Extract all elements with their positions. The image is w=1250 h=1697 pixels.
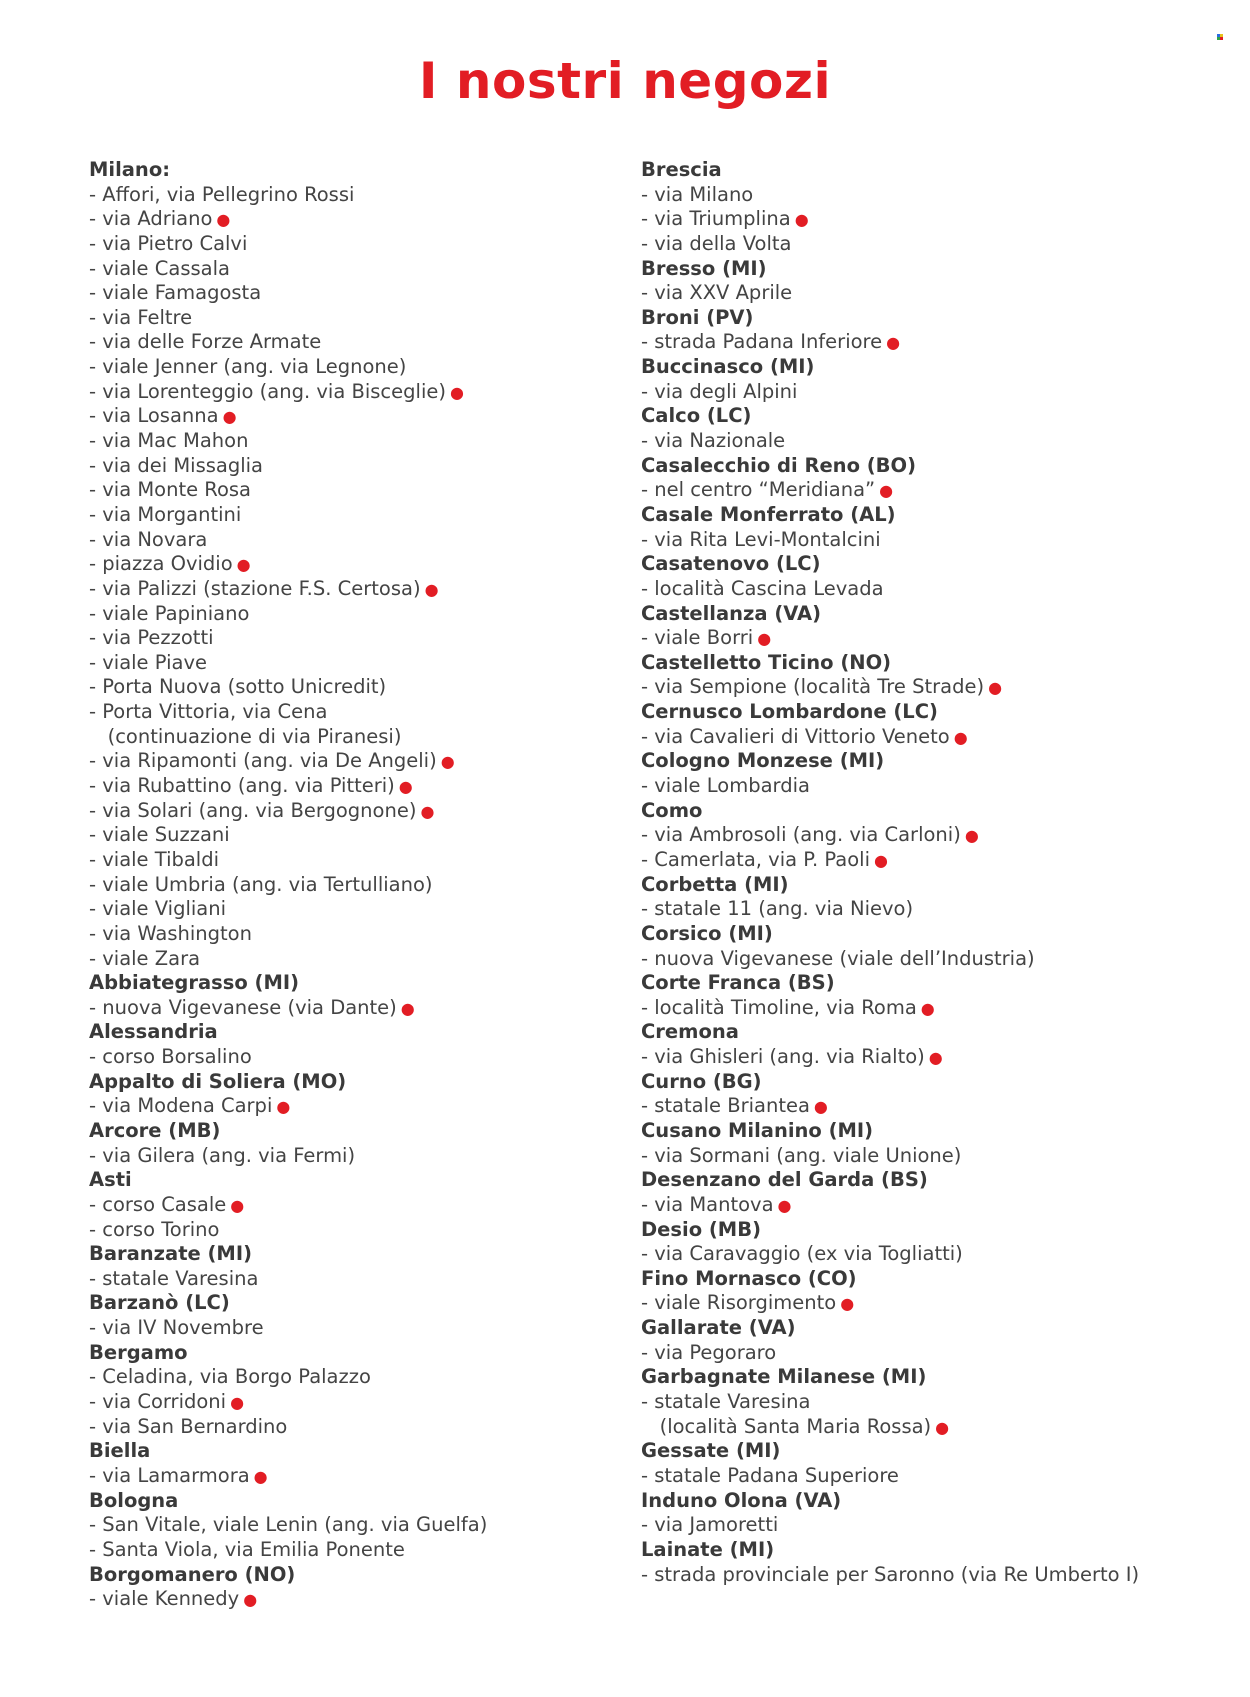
- store-address-text: - via Palizzi (stazione F.S. Certosa): [89, 576, 421, 600]
- red-dot-icon: ●: [400, 998, 415, 1018]
- red-dot-icon: ●: [953, 727, 968, 747]
- city-heading: [641, 158, 1241, 183]
- store-address-text: - Porta Vittoria, via Cena: [89, 700, 328, 724]
- store-address-text: (continuazione di via Piranesi): [89, 724, 402, 748]
- store-address-text: - statale Briantea: [641, 1094, 810, 1118]
- store-address-text: - viale Risorgimento: [641, 1291, 837, 1315]
- red-dot-icon: ●: [243, 1590, 258, 1610]
- store-address-text: - via Ambrosoli (ang. via Carloni): [641, 823, 961, 847]
- city-heading: [641, 1365, 1241, 1390]
- store-address: [89, 1365, 629, 1390]
- store-address-text: - Celadina, via Borgo Palazzo: [89, 1365, 371, 1389]
- store-address-text: - via Novara: [89, 527, 208, 551]
- store-address-text: - via Feltre: [89, 305, 193, 329]
- city-heading: [641, 1316, 1241, 1341]
- city-heading: [641, 503, 1241, 528]
- red-dot-icon: ●: [813, 1097, 828, 1117]
- store-list-left-column: [89, 158, 629, 1612]
- city-name: Casatenovo (LC): [641, 552, 821, 576]
- city-name: Cusano Milanino (MI): [641, 1118, 874, 1142]
- store-address: [89, 207, 629, 232]
- store-address-text: - nuova Vigevanese (viale dell’Industria): [641, 946, 1035, 970]
- city-heading: [641, 1267, 1241, 1292]
- store-address: [641, 281, 1241, 306]
- store-address: [641, 478, 1241, 503]
- store-address: [641, 996, 1241, 1021]
- store-address: [641, 380, 1241, 405]
- store-address: [89, 552, 629, 577]
- store-list-right-column: [641, 158, 1241, 1587]
- city-heading: [89, 1489, 629, 1514]
- store-address: [89, 380, 629, 405]
- store-address: [641, 1291, 1241, 1316]
- store-address: [89, 232, 629, 257]
- store-address: [89, 306, 629, 331]
- red-dot-icon: ●: [398, 777, 413, 797]
- store-address-text: - piazza Ovidio: [89, 552, 233, 576]
- store-address-text: - Santa Viola, via Emilia Ponente: [89, 1537, 405, 1561]
- store-address-text: - via Sempione (località Tre Strade): [641, 675, 985, 699]
- store-address: [641, 429, 1241, 454]
- red-dot-icon: ●: [928, 1048, 943, 1068]
- store-address: [89, 1094, 629, 1119]
- store-address-text: - via Rita Levi-Montalcini: [641, 527, 881, 551]
- store-address: [641, 823, 1241, 848]
- city-name: Corsico (MI): [641, 921, 773, 945]
- store-address-text: - nuova Vigevanese (via Dante): [89, 995, 397, 1019]
- store-address-text: - viale Vigliani: [89, 897, 227, 921]
- store-address: [89, 1316, 629, 1341]
- store-address: [641, 848, 1241, 873]
- store-address-text: - via degli Alpini: [641, 379, 798, 403]
- store-address: [89, 183, 629, 208]
- city-heading: [641, 873, 1241, 898]
- city-name: Bresso (MI): [641, 256, 767, 280]
- city-name: Appalto di Soliera (MO): [89, 1069, 347, 1093]
- store-address: [89, 897, 629, 922]
- city-name: Milano:: [89, 158, 171, 181]
- store-address-text: - via Milano: [641, 182, 754, 206]
- city-name: Casalecchio di Reno (BO): [641, 453, 917, 477]
- city-name: Brescia: [641, 158, 722, 181]
- store-address: [89, 528, 629, 553]
- city-name: Casale Monferrato (AL): [641, 502, 896, 526]
- city-name: Broni (PV): [641, 305, 754, 329]
- red-dot-icon: ●: [424, 579, 439, 599]
- city-name: Curno (BG): [641, 1069, 762, 1093]
- city-name: Induno Olona (VA): [641, 1488, 842, 1512]
- store-address: [89, 675, 629, 700]
- city-name: Corte Franca (BS): [641, 971, 835, 995]
- store-address: [89, 257, 629, 282]
- store-address-text: - viale Cassala: [89, 256, 230, 280]
- store-address-text: - via Pietro Calvi: [89, 231, 248, 255]
- store-address-text: - viale Piave: [89, 650, 207, 674]
- city-heading: [89, 158, 629, 183]
- store-address: [641, 1563, 1241, 1588]
- store-address-text: - via Mac Mahon: [89, 429, 249, 453]
- red-dot-icon: ●: [794, 210, 809, 230]
- store-address-text: - corso Borsalino: [89, 1045, 252, 1069]
- store-address: [641, 675, 1241, 700]
- city-heading: [89, 971, 629, 996]
- store-address-text: - via Adriano: [89, 207, 213, 231]
- store-address: [641, 207, 1241, 232]
- store-address-text: - via Ripamonti (ang. via De Angeli): [89, 749, 437, 773]
- city-name: Desio (MB): [641, 1217, 761, 1241]
- store-address-text: - via Losanna: [89, 404, 219, 428]
- store-address-text: - Camerlata, via P. Paoli: [641, 847, 870, 871]
- store-address: [89, 749, 629, 774]
- red-dot-icon: ●: [230, 1393, 245, 1413]
- city-name: Castelletto Ticino (NO): [641, 650, 892, 674]
- store-address-text: - via Morgantini: [89, 502, 242, 526]
- red-dot-icon: ●: [253, 1466, 268, 1486]
- store-address-text: - via Solari (ang. via Bergognone): [89, 798, 417, 822]
- city-heading: [641, 1119, 1241, 1144]
- city-heading: [641, 1489, 1241, 1514]
- store-address: [641, 897, 1241, 922]
- store-address-text: - via Modena Carpi: [89, 1094, 273, 1118]
- city-heading: [641, 404, 1241, 429]
- city-name: Barzanò (LC): [89, 1291, 230, 1315]
- city-name: Cologno Monzese (MI): [641, 749, 885, 773]
- city-name: Gallarate (VA): [641, 1316, 796, 1340]
- store-address: [89, 577, 629, 602]
- store-address: [641, 183, 1241, 208]
- city-name: Bergamo: [89, 1340, 188, 1364]
- city-heading: [89, 1439, 629, 1464]
- store-address-text: - via Jamoretti: [641, 1513, 779, 1537]
- city-name: Cremona: [641, 1020, 739, 1044]
- store-address-text: - viale Tibaldi: [89, 847, 220, 871]
- city-name: Asti: [89, 1168, 132, 1192]
- store-address-text: - via Lorenteggio (ang. via Bisceglie): [89, 379, 446, 403]
- city-heading: [641, 1538, 1241, 1563]
- red-dot-icon: ●: [276, 1097, 291, 1117]
- city-name: Biella: [89, 1439, 151, 1463]
- city-name: Corbetta (MI): [641, 872, 789, 896]
- city-heading: [641, 1070, 1241, 1095]
- city-name: Bologna: [89, 1488, 179, 1512]
- store-address-text: - viale Zara: [89, 946, 201, 970]
- store-address: [89, 1415, 629, 1440]
- city-heading: [641, 1168, 1241, 1193]
- store-address-text: - via Rubattino (ang. via Pitteri): [89, 774, 395, 798]
- city-name: Fino Mornasco (CO): [641, 1266, 857, 1290]
- city-heading: [89, 1242, 629, 1267]
- store-address: [641, 1390, 1241, 1415]
- city-name: Alessandria: [89, 1020, 218, 1044]
- store-address: [641, 232, 1241, 257]
- store-address: [89, 873, 629, 898]
- store-address-text: - località Timoline, via Roma: [641, 995, 917, 1019]
- store-address: [641, 1341, 1241, 1366]
- city-heading: [641, 552, 1241, 577]
- city-heading: [89, 1563, 629, 1588]
- red-dot-icon: ●: [840, 1294, 855, 1314]
- store-address-text: - via Monte Rosa: [89, 478, 252, 502]
- store-address: [89, 503, 629, 528]
- city-name: Buccinasco (MI): [641, 355, 815, 379]
- store-address: [89, 1045, 629, 1070]
- store-address: [641, 1242, 1241, 1267]
- store-address: [89, 1218, 629, 1243]
- store-address: [89, 1538, 629, 1563]
- store-address-text: - statale Varesina: [89, 1266, 259, 1290]
- city-heading: [641, 257, 1241, 282]
- store-address-text: - nel centro “Meridiana”: [641, 478, 876, 502]
- red-dot-icon: ●: [216, 210, 231, 230]
- store-address: [89, 429, 629, 454]
- store-address: [89, 454, 629, 479]
- store-address-text: - viale Suzzani: [89, 823, 230, 847]
- store-address-text: - strada provinciale per Saronno (via Re Umberto I): [641, 1562, 1140, 1586]
- city-name: Cernusco Lombardone (LC): [641, 700, 938, 724]
- store-address-text: - viale Umbria (ang. via Tertulliano): [89, 872, 433, 896]
- city-name: Como: [641, 798, 703, 822]
- red-dot-icon: ●: [757, 629, 772, 649]
- red-dot-icon: ●: [874, 850, 888, 870]
- store-address-text: - via Caravaggio (ex via Togliatti): [641, 1242, 963, 1266]
- city-heading: [89, 1070, 629, 1095]
- store-address: [89, 1390, 629, 1415]
- store-address-text: - corso Torino: [89, 1217, 220, 1241]
- city-heading: [641, 1218, 1241, 1243]
- store-address-text: - via Pezzotti: [89, 626, 214, 650]
- store-address: [641, 1415, 1241, 1440]
- city-heading: [641, 1020, 1241, 1045]
- store-address-text: - via Mantova: [641, 1192, 774, 1216]
- store-address: [89, 996, 629, 1021]
- store-address: [89, 355, 629, 380]
- store-address-text: - San Vitale, viale Lenin (ang. via Guelfa): [89, 1513, 488, 1537]
- city-heading: [641, 799, 1241, 824]
- store-address-text: - statale 11 (ang. via Nievo): [641, 897, 914, 921]
- city-heading: [641, 1439, 1241, 1464]
- city-name: Abbiategrasso (MI): [89, 971, 300, 995]
- red-dot-icon: ●: [222, 407, 237, 427]
- store-address-text: - via Washington: [89, 921, 252, 945]
- store-address-text: - via Triumplina: [641, 207, 791, 231]
- store-address-text: - viale Papiniano: [89, 601, 250, 625]
- store-address-text: - viale Borri: [641, 626, 754, 650]
- store-address-text: - viale Famagosta: [89, 281, 262, 305]
- city-name: Castellanza (VA): [641, 601, 822, 625]
- store-address: [641, 1464, 1241, 1489]
- store-address-text: - viale Lombardia: [641, 774, 810, 798]
- page-title: I nostri negozi: [418, 52, 832, 110]
- store-address: [89, 602, 629, 627]
- city-name: Garbagnate Milanese (MI): [641, 1365, 927, 1389]
- store-address: [89, 799, 629, 824]
- store-address: [89, 330, 629, 355]
- store-address: [641, 1094, 1241, 1119]
- red-dot-icon: ●: [777, 1195, 792, 1215]
- city-heading: [89, 1291, 629, 1316]
- city-heading: [641, 602, 1241, 627]
- city-heading: [641, 971, 1241, 996]
- store-address-text: - corso Casale: [89, 1192, 227, 1216]
- store-address: [89, 725, 629, 750]
- store-address: [89, 1464, 629, 1489]
- store-address: [89, 700, 629, 725]
- store-address: [89, 823, 629, 848]
- store-address-text: - via XXV Aprile: [641, 281, 793, 305]
- store-address-text: - via IV Novembre: [89, 1316, 264, 1340]
- store-address: [89, 651, 629, 676]
- store-address: [641, 528, 1241, 553]
- red-dot-icon: ●: [230, 1195, 245, 1215]
- store-address: [89, 947, 629, 972]
- red-dot-icon: ●: [886, 333, 901, 353]
- store-address: [641, 330, 1241, 355]
- city-heading: [641, 700, 1241, 725]
- store-address: [89, 404, 629, 429]
- red-dot-icon: ●: [988, 678, 1003, 698]
- store-address: [89, 848, 629, 873]
- store-address-text: - via Nazionale: [641, 429, 786, 453]
- store-address-text: - via dei Missaglia: [89, 453, 264, 477]
- city-heading: [641, 454, 1241, 479]
- store-address: [641, 1045, 1241, 1070]
- store-address-text: - via Cavalieri di Vittorio Veneto: [641, 724, 950, 748]
- store-address-text: - strada Padana Inferiore: [641, 330, 883, 354]
- store-address-text: - via Lamarmora: [89, 1463, 250, 1487]
- store-address: [89, 626, 629, 651]
- store-address: [89, 1144, 629, 1169]
- city-heading: [641, 355, 1241, 380]
- store-address-text: - via Gilera (ang. via Fermi): [89, 1143, 356, 1167]
- city-heading: [641, 922, 1241, 947]
- city-name: Lainate (MI): [641, 1537, 775, 1561]
- city-heading: [641, 306, 1241, 331]
- red-dot-icon: ●: [440, 752, 455, 772]
- red-dot-icon: ●: [449, 382, 464, 402]
- store-address: [641, 1193, 1241, 1218]
- store-address: [641, 1144, 1241, 1169]
- city-heading: [89, 1168, 629, 1193]
- red-dot-icon: ●: [236, 555, 251, 575]
- store-address: [641, 725, 1241, 750]
- store-address-text: - via Pegoraro: [641, 1340, 777, 1364]
- city-heading: [641, 651, 1241, 676]
- store-address: [641, 947, 1241, 972]
- city-heading: [89, 1119, 629, 1144]
- store-address: [641, 1513, 1241, 1538]
- store-address: [89, 1267, 629, 1292]
- city-name: Desenzano del Garda (BS): [641, 1168, 928, 1192]
- city-heading: [641, 749, 1241, 774]
- city-name: Borgomanero (NO): [89, 1562, 296, 1586]
- store-address-text: (località Santa Maria Rossa): [641, 1414, 932, 1438]
- red-dot-icon: ●: [420, 801, 435, 821]
- store-address-text: - via San Bernardino: [89, 1414, 288, 1438]
- store-address-text: - località Cascina Levada: [641, 576, 884, 600]
- store-address: [89, 774, 629, 799]
- store-address-text: - Porta Nuova (sotto Unicredit): [89, 675, 387, 699]
- store-address: [89, 1587, 629, 1612]
- store-address: [641, 626, 1241, 651]
- red-dot-icon: ●: [879, 481, 894, 501]
- store-address-text: - via Corridoni: [89, 1390, 227, 1414]
- store-address-text: - via della Volta: [641, 231, 792, 255]
- store-address-text: - via Sormani (ang. viale Unione): [641, 1143, 962, 1167]
- store-address-text: - statale Padana Superiore: [641, 1463, 899, 1487]
- city-heading: [89, 1020, 629, 1045]
- city-name: Baranzate (MI): [89, 1242, 253, 1266]
- store-address: [641, 577, 1241, 602]
- store-address-text: - viale Kennedy: [89, 1587, 240, 1611]
- store-address: [89, 281, 629, 306]
- city-name: Calco (LC): [641, 404, 752, 428]
- red-dot-icon: ●: [920, 998, 935, 1018]
- store-address-text: - statale Varesina: [641, 1390, 811, 1414]
- store-address: [89, 478, 629, 503]
- store-address-text: - via delle Forze Armate: [89, 330, 322, 354]
- red-dot-icon: ●: [964, 826, 979, 846]
- store-address-text: - Affori, via Pellegrino Rossi: [89, 182, 355, 206]
- store-address: [89, 1513, 629, 1538]
- store-address-text: - viale Jenner (ang. via Legnone): [89, 355, 407, 379]
- store-address-text: - via Ghisleri (ang. via Rialto): [641, 1045, 925, 1069]
- city-name: Arcore (MB): [89, 1118, 221, 1142]
- city-heading: [89, 1341, 629, 1366]
- store-address: [89, 1193, 629, 1218]
- color-logo-icon: [1217, 34, 1224, 41]
- store-address: [89, 922, 629, 947]
- red-dot-icon: ●: [935, 1417, 950, 1437]
- city-name: Gessate (MI): [641, 1439, 781, 1463]
- store-address: [641, 774, 1241, 799]
